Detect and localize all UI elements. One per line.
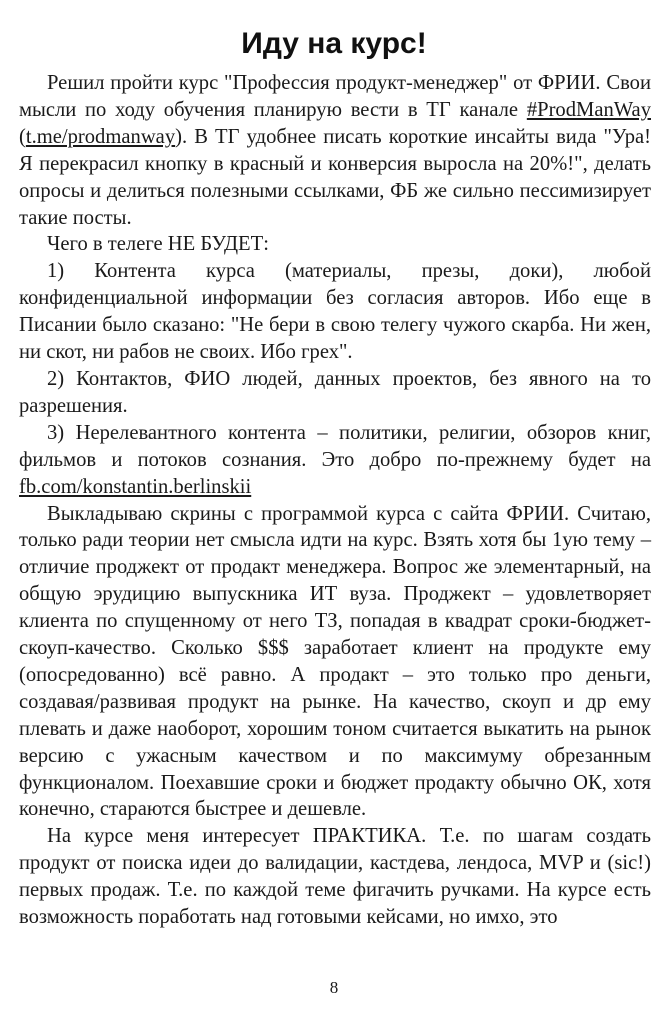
telegram-link[interactable]: t.me/prodmanway bbox=[25, 125, 176, 148]
paragraph-1-text-c: ). В ТГ удобнее писать короткие инсайты вида "Ура! Я перекрасил кнопку в красный и конверсия выросла на 20%!", делать опросы и делиться полезными ссылками, ФБ же сильно пессимизирует такие посты. bbox=[19, 125, 651, 229]
paragraph-5-text-a: 3) Нерелевантного контента – политики, религии, обзоров книг, фильмов и потоков сознания. Это добро по-прежнему будет на bbox=[19, 421, 651, 471]
paragraph-3: 1) Контента курса (материалы, презы, доки), любой конфиденциальной информации без согласия авторов. Ибо еще в Писании было сказано: "Не бери в свою телегу чужого скарба. Ни жен, ни скот, ни рабов не своих. Ибо грех". bbox=[19, 260, 651, 364]
paragraph-2: Чего в телеге НЕ БУДЕТ: bbox=[47, 233, 269, 256]
page-title: Иду на курс! bbox=[241, 27, 427, 61]
paragraph-1 bbox=[19, 70, 651, 231]
paragraph-4: 2) Контактов, ФИО людей, данных проектов, без явного на то разрешения. bbox=[19, 367, 651, 417]
page-number: 8 bbox=[329, 978, 339, 997]
facebook-link[interactable]: fb.com/konstantin.berlinskii bbox=[19, 475, 252, 498]
paragraph-5 bbox=[19, 420, 651, 501]
paragraph-7: На курсе меня интересует ПРАКТИКА. Т.е. по шагам создать продукт от поиска идеи до валидации, кастдева, лендоса, MVP и (sic!) первых продаж. Т.е. по каждой теме фигачить ручками. На курсе есть возможность поработать над готовыми кейсами, но имхо, это bbox=[19, 825, 651, 929]
hashtag-link[interactable]: #ProdManWay bbox=[526, 98, 651, 121]
paragraph-1-text-a: Решил пройти курс "Профессия продукт-менеджер" от ФРИИ. Свои мысли по ходу обучения планирую вести в ТГ канале bbox=[19, 72, 651, 121]
body-text bbox=[19, 70, 651, 931]
paragraph-6: Выкладываю скрины с программой курса с сайта ФРИИ. Считаю, только ради теории нет смысла идти на курс. Взять хотя бы 1ую тему – отличие проджект от продакт менеджера. Вопрос же элементарный, на общую эрудицию выпускника ИТ вуза. Проджект – удовлетворяет клиента по спущенному от него ТЗ, попадая в квадрат сроки-бюджет-скоуп-качество. Сколько $$$ заработает клиент на продукте ему (опосредованно) всё равно. А продакт – это только про деньги, создавая/развивая продукт на рынке. На качество, скоуп и др ему плевать и даже наоборот, хорошим тоном считается выкатить на рынок версию с ужасным качеством и по максимуму обрезанным функционалом. Поехавшие сроки и бюджет продакту обычно ОК, хотя конечно, стараются быстрее и дешевле. bbox=[19, 502, 651, 821]
paragraph-1-text-b: ( bbox=[19, 125, 26, 148]
